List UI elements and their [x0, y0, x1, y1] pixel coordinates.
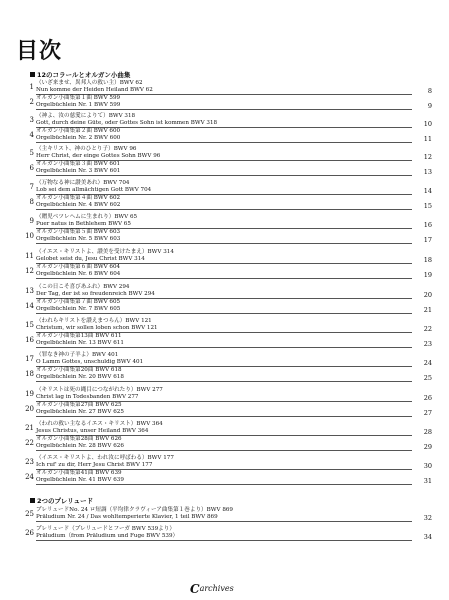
entry-number: 19: [25, 390, 34, 398]
entry-title-german: Orgelbüchlein Nr. 2 BWV 600: [36, 135, 121, 141]
entry-title-german: Orgelbüchlein Nr. 3 BWV 601: [36, 168, 121, 174]
entry-number: 20: [25, 405, 34, 413]
section-heading-label: 2つのプレリュード: [37, 497, 94, 505]
entry-title-german: Herr Christ, der einge Gottes Sohn BWV 96: [36, 153, 161, 159]
leader-line: [36, 381, 412, 382]
leader-line: [36, 142, 412, 143]
page-number: 30: [423, 462, 432, 470]
entry-title-german: Puer natus in Bethlehem BWV 65: [36, 221, 131, 227]
entry-number: 5: [29, 149, 34, 157]
entry-number: 4: [29, 131, 34, 139]
entry-number: 14: [25, 302, 34, 310]
entry-title-japanese: （罪なき神の子羊よ）BWV 401: [36, 352, 119, 358]
page-title: 目次: [16, 39, 63, 64]
entry-number: 10: [25, 232, 34, 240]
bullet-square-icon: [30, 498, 35, 503]
leader-line: [36, 450, 412, 451]
leader-line: [36, 243, 412, 244]
leader-line: [36, 347, 412, 348]
entry-title-german: Jesus Christus, unser Heiland BWV 364: [36, 428, 149, 434]
leader-line: [36, 484, 412, 485]
entry-title-japanese: プレリュード（プレリュードとフーガ BWV 539より）: [36, 526, 175, 532]
entry-number: 11: [25, 252, 34, 260]
page-number: 27: [423, 409, 432, 417]
entry-title-japanese: オルガン小曲集第41曲 BWV 639: [36, 470, 122, 476]
entry-number: 22: [25, 439, 34, 447]
entry-number: 7: [29, 183, 34, 191]
entry-title-german: Orgelbüchlein Nr. 41 BWV 639: [36, 477, 124, 483]
page-number: 9: [427, 102, 432, 110]
section-heading-label: 12のコラールとオルガン小曲集: [37, 71, 131, 79]
entry-title-japanese: オルガン小曲集第27曲 BWV 625: [36, 402, 122, 408]
page-number: 19: [423, 271, 432, 279]
entry-number: 24: [25, 473, 34, 481]
entry-title-japanese: オルガン小曲集第13曲 BWV 611: [36, 333, 122, 339]
entry-number: 16: [25, 336, 34, 344]
entry-number: 15: [25, 321, 34, 329]
page-number: 26: [423, 394, 432, 402]
entry-title-japanese: オルガン小曲集第７曲 BWV 605: [36, 299, 121, 305]
entry-title-japanese: オルガン小曲集第６曲 BWV 604: [36, 264, 121, 270]
page-number: 28: [423, 428, 432, 436]
page-number: 34: [423, 533, 432, 541]
page-number: 8: [427, 87, 432, 95]
leader-line: [36, 416, 412, 417]
entry-title-japanese: （われの救い主なるイエス・キリスト）BWV 364: [36, 421, 163, 427]
entry-title-german: Christ lag in Todesbanden BWV 277: [36, 394, 139, 400]
entry-number: 3: [29, 116, 34, 124]
entry-number: 12: [25, 267, 34, 275]
leader-line: [36, 278, 412, 279]
entry-title-japanese: オルガン小曲集第20曲 BWV 618: [36, 367, 122, 373]
entry-title-german: Orgelbüchlein Nr. 13 BWV 611: [36, 340, 124, 346]
entry-number: 8: [29, 198, 34, 206]
entry-title-german: Gelobet seist du, Jesu Christ BWV 314: [36, 256, 145, 262]
page-number: 13: [423, 168, 432, 176]
entry-title-japanese: オルガン小曲集第５曲 BWV 603: [36, 229, 121, 235]
entry-title-japanese: オルガン小曲集第３曲 BWV 601: [36, 161, 121, 167]
entry-number: 6: [29, 164, 34, 172]
leader-line: [36, 540, 412, 541]
entry-title-japanese: （贈児ベツレヘムに生まれり）BWV 65: [36, 214, 138, 220]
entry-title-japanese: （主キリスト、神のひとり子）BWV 96: [36, 146, 137, 152]
page-number: 18: [423, 256, 432, 264]
entry-title-japanese: （神よ、汝の慈愛によりて）BWV 318: [36, 113, 136, 119]
entry-title-japanese: オルガン小曲集第28曲 BWV 626: [36, 436, 122, 442]
entry-number: 25: [25, 510, 34, 518]
page-number: 23: [423, 340, 432, 348]
entry-number: 1: [29, 83, 34, 91]
entry-number: 13: [25, 287, 34, 295]
entry-title-japanese: オルガン小曲集第２曲 BWV 600: [36, 128, 121, 134]
entry-title-german: Gott, durch deine Güte, oder Gottes Sohn ist kommen BWV 318: [36, 120, 218, 126]
page-number: 31: [423, 477, 432, 485]
page-number: 10: [423, 120, 432, 128]
entry-title-japanese: （われらキリストを讃えまつらん）BWV 121: [36, 318, 152, 324]
entry-title-japanese: （キリストは死の縄目につながれたり）BWV 277: [36, 387, 163, 393]
publisher-logo: Carchives: [190, 582, 234, 596]
entry-number: 9: [29, 217, 34, 225]
entry-title-german: Präludium Nr. 24 / Das wohltemperierte Klavier, 1 teil BWV 869: [36, 514, 218, 520]
entry-title-japanese: （万物なる神に讃美あれ）BWV 704: [36, 180, 130, 186]
entry-title-german: Christum, wir sollen loben schon BWV 121: [36, 325, 158, 331]
leader-line: [36, 521, 412, 522]
page-number: 32: [423, 514, 432, 522]
entry-title-german: O Lamm Gottes, unschuldig BWV 401: [36, 359, 144, 365]
entry-title-german: Orgelbüchlein Nr. 27 BWV 625: [36, 409, 124, 415]
entry-number: 17: [25, 355, 34, 363]
page-number: 16: [423, 221, 432, 229]
leader-line: [36, 175, 412, 176]
page-number: 20: [423, 291, 432, 299]
entry-title-german: Orgelbüchlein Nr. 28 BWV 626: [36, 443, 124, 449]
entry-number: 26: [25, 529, 34, 537]
page-number: 14: [423, 187, 432, 195]
leader-line: [36, 109, 412, 110]
entry-number: 18: [25, 370, 34, 378]
page-number: 17: [423, 236, 432, 244]
entry-number: 2: [29, 98, 34, 106]
leader-line: [36, 209, 412, 210]
page-number: 25: [423, 374, 432, 382]
entry-number: 21: [25, 424, 34, 432]
page-number: 24: [423, 359, 432, 367]
entry-title-german: Orgelbüchlein Nr. 4 BWV 602: [36, 202, 121, 208]
entry-title-german: Nun komme der Heiden Heiland BWV 62: [36, 87, 153, 93]
entry-title-japanese: オルガン小曲集第４曲 BWV 602: [36, 195, 121, 201]
entry-title-japanese: （イエス・キリストよ、讃美を受けたまえ）BWV 314: [36, 249, 174, 255]
leader-line: [36, 313, 412, 314]
page-number: 21: [423, 306, 432, 314]
entry-title-german: Präludium（from Präludium und Fuge BWV 539）: [36, 533, 179, 539]
entry-number: 23: [25, 458, 34, 466]
entry-title-japanese: プレリュードNo. 24 ロ短調（平均律クラヴィーア曲集第１巻より）BWV 869: [36, 507, 233, 513]
entry-title-german: Orgelbüchlein Nr. 5 BWV 603: [36, 236, 121, 242]
entry-title-german: Der Tag, der ist so freudenreich BWV 294: [36, 291, 155, 297]
entry-title-japanese: （いざ来ませ、異邦人の救い主）BWV 62: [36, 80, 143, 86]
section-heading-chorales: [30, 70, 130, 79]
page-number: 12: [423, 153, 432, 161]
entry-title-german: Orgelbüchlein Nr. 6 BWV 604: [36, 271, 121, 277]
entry-title-german: Orgelbüchlein Nr. 1 BWV 599: [36, 102, 121, 108]
page-number: 11: [423, 135, 432, 143]
entry-title-german: Lob sei dem allmächtigen Gott BWV 704: [36, 187, 152, 193]
entry-title-japanese: （イエス・キリストよ、われ汝に呼ばわる）BWV 177: [36, 455, 174, 461]
section-heading-preludes: [30, 496, 93, 505]
entry-title-japanese: オルガン小曲集第１曲 BWV 599: [36, 95, 121, 101]
entry-title-german: Orgelbüchlein Nr. 7 BWV 605: [36, 306, 121, 312]
page-number: 29: [423, 443, 432, 451]
bullet-square-icon: [30, 72, 35, 77]
entry-title-japanese: （この日こそ喜びあふれ）BWV 294: [36, 284, 130, 290]
page-number: 22: [423, 325, 432, 333]
entry-title-german: Orgelbüchlein Nr. 20 BWV 618: [36, 374, 124, 380]
page-number: 15: [423, 202, 432, 210]
entry-title-german: Ich ruf' zu dir, Herr Jesu Christ BWV 177: [36, 462, 153, 468]
